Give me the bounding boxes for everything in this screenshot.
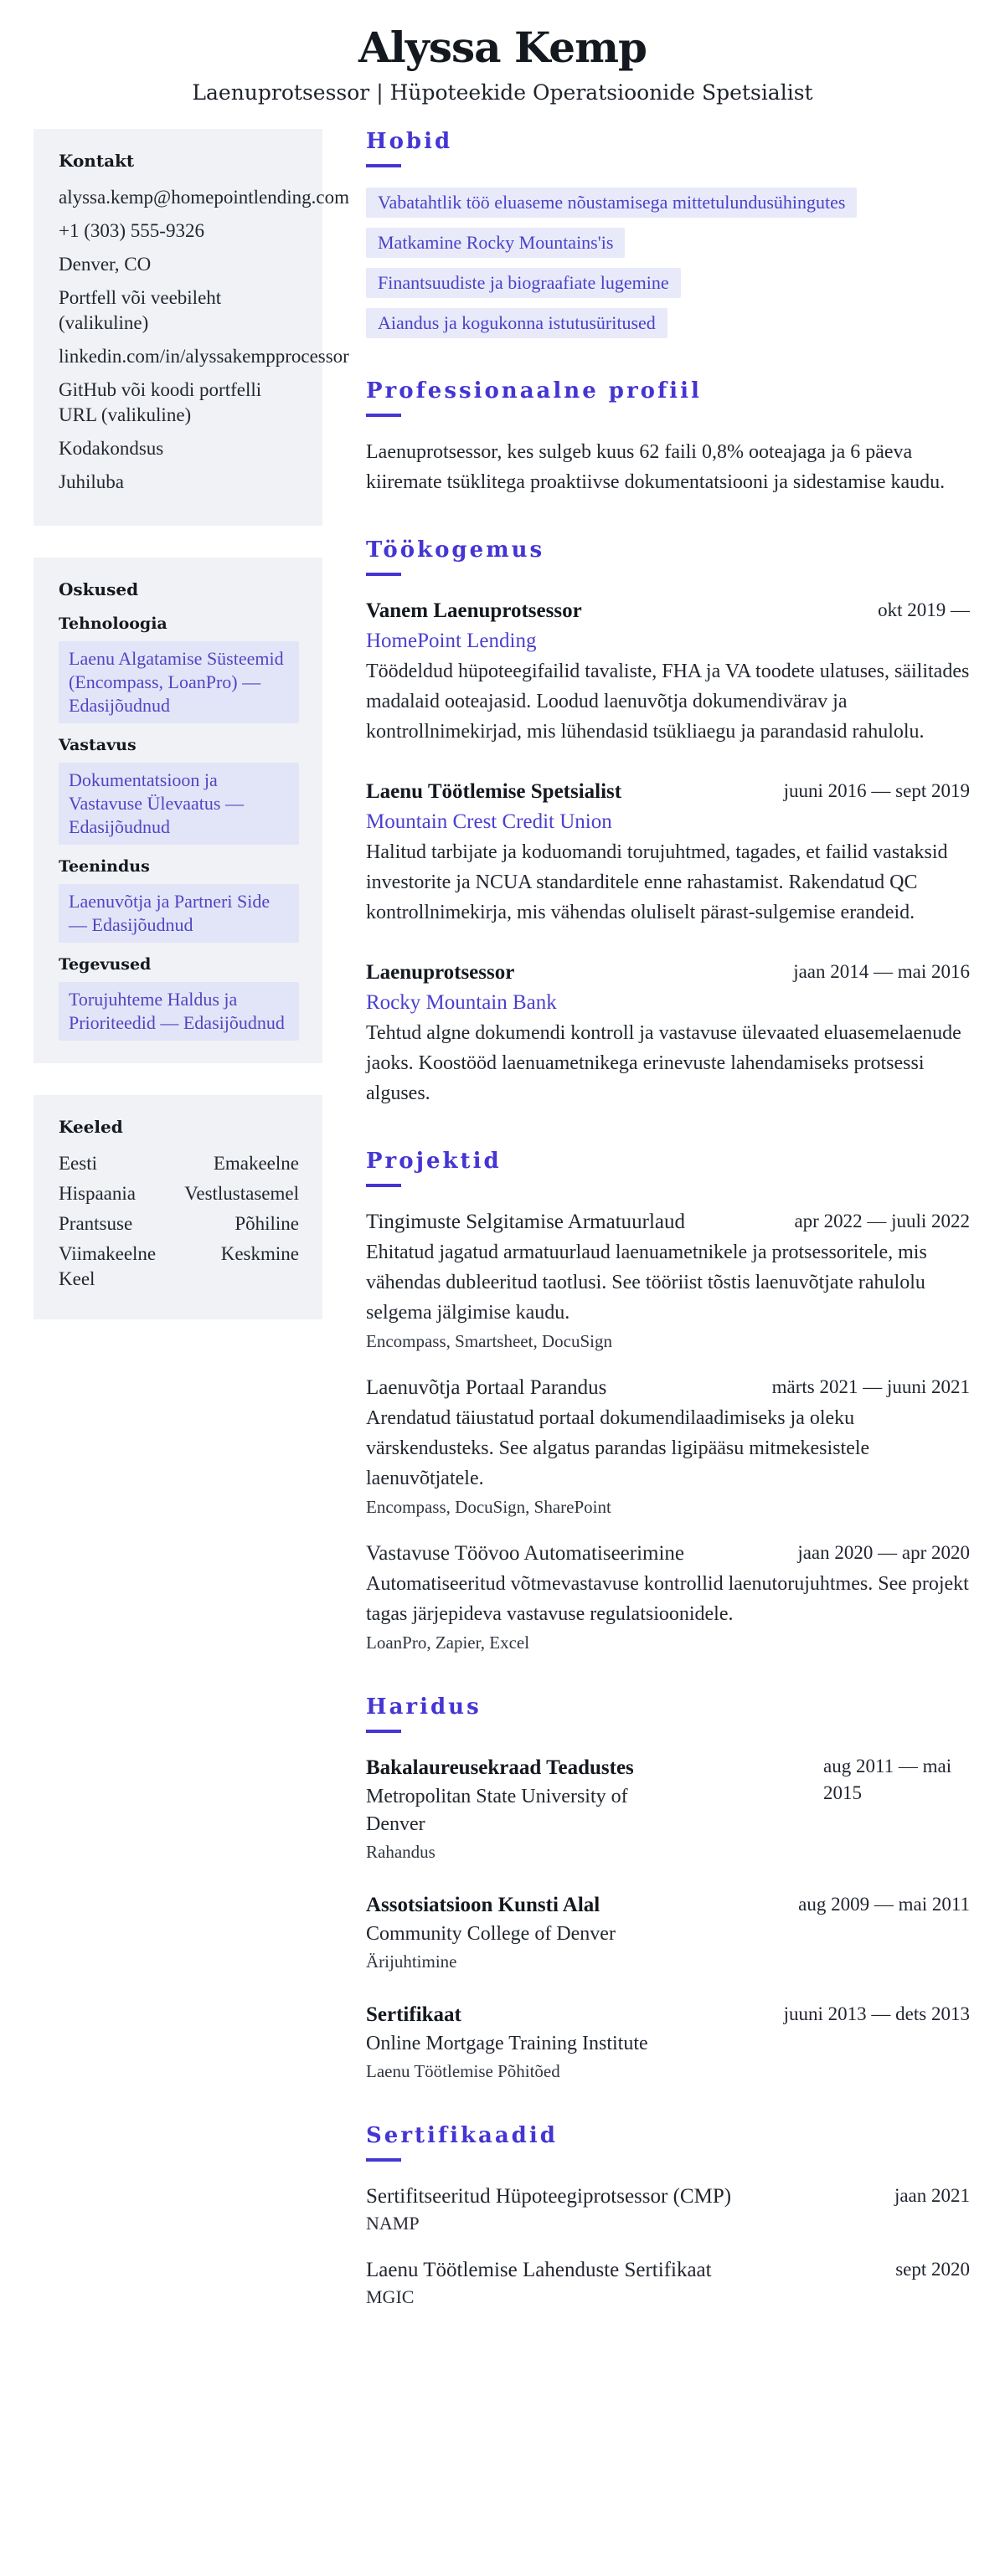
section-rule bbox=[366, 164, 401, 167]
job-entry bbox=[366, 596, 970, 747]
language-name: Prantsuse bbox=[59, 1213, 133, 1234]
project-entry bbox=[366, 1373, 970, 1519]
job-role: Vanem Laenuprotsessor bbox=[366, 599, 582, 622]
profile-title: Professionaalne profiil bbox=[366, 378, 702, 404]
job-company[interactable]: Rocky Mountain Bank bbox=[366, 991, 557, 1014]
profile-section bbox=[366, 378, 970, 497]
contact-title: Kontakt bbox=[59, 151, 135, 171]
section-rule bbox=[366, 414, 401, 417]
certification-header-row bbox=[366, 2255, 970, 2285]
experience-section bbox=[366, 537, 970, 1108]
language-level: Emakeelne bbox=[213, 1153, 299, 1174]
job-dates: juuni 2016 — sept 2019 bbox=[783, 780, 970, 801]
skill-category: Tegevused bbox=[59, 955, 152, 974]
contact-linkedin[interactable]: linkedin.com/in/alyssakempprocessor bbox=[59, 346, 349, 367]
education-field: Rahandus bbox=[366, 1842, 436, 1862]
project-name: Tingimuste Selgitamise Armatuurlaud bbox=[366, 1211, 686, 1233]
education-section bbox=[366, 1694, 970, 2083]
certification-name: Laenu Töötlemise Lahenduste Sertifikaat bbox=[366, 2259, 712, 2281]
education-entry bbox=[366, 2000, 970, 2083]
contact-location: Denver, CO bbox=[59, 254, 152, 275]
project-entry bbox=[366, 1539, 970, 1654]
person-headline: Laenuprotsessor | Hüpoteekide Operatsioonide Spetsialist bbox=[192, 80, 813, 105]
education-header-row bbox=[366, 1890, 970, 1973]
contact-phone: +1 (303) 555-9326 bbox=[59, 220, 204, 241]
job-header-row bbox=[366, 958, 970, 988]
projects-section bbox=[366, 1149, 970, 1654]
hobbies-section bbox=[366, 129, 970, 338]
project-dates: märts 2021 — juuni 2021 bbox=[771, 1376, 970, 1397]
education-header-row bbox=[366, 2000, 970, 2083]
languages-title: Keeled bbox=[59, 1117, 123, 1137]
hobby-tag-row bbox=[366, 268, 970, 298]
contact-email[interactable]: alyssa.kemp@homepointlending.com bbox=[59, 187, 349, 208]
job-entry bbox=[366, 777, 970, 928]
hobby-tag: Vabatahtlik töö eluaseme nõustamisega mittetulundusühingutes bbox=[366, 188, 857, 218]
language-row bbox=[59, 1151, 299, 1176]
sidebar bbox=[34, 129, 349, 1351]
education-school: Online Mortgage Training Institute bbox=[366, 2033, 648, 2054]
profile-text: Laenuprotsessor, kes sulgeb kuus 62 faili 0,8% ooteajaga ja 6 päeva kiiremate tsüklitega proaktiivse dokumentatsiooni ja sidestamise kaudu. bbox=[366, 441, 946, 493]
projects-title: Projektid bbox=[366, 1149, 502, 1174]
certification-entry bbox=[366, 2255, 970, 2309]
certification-header-row bbox=[366, 2182, 970, 2212]
job-description: Töödeldud hüpoteegifailid tavaliste, FHA ja VA toodete ulatuses, säilitades madalaid ooteajasid. Loodud laenuvõtja dokumendivärav ja kontrollnimekirjad, mis lühendasid tsükliaegu ja parandasid rahulolu. bbox=[366, 661, 970, 743]
education-degree: Bakalaureusekraad Teadustes bbox=[366, 1756, 634, 1779]
section-rule bbox=[366, 2158, 401, 2162]
contact-portfolio: Portfell või veebileht (valikuline) bbox=[59, 287, 222, 333]
job-description: Halitud tarbijate ja koduomandi torujuhtmed, tagades, et failid vastaksid investorite ja NCUA standarditele enne rahastamist. Rakendatud QC kontrollnimekirja, mis vähendas oluliselt pärast-sulgemise erandeid. bbox=[366, 841, 948, 923]
contact-github: GitHub või koodi portfelli URL (valikuline) bbox=[59, 379, 262, 425]
project-tools: LoanPro, Zapier, Excel bbox=[366, 1632, 530, 1653]
education-field: Ärijuhtimine bbox=[366, 1951, 457, 1972]
language-row bbox=[59, 1242, 299, 1292]
skill-tag: Laenuvõtja ja Partneri Side — Edasijõudnud bbox=[59, 884, 299, 943]
project-description: Ehitatud jagatud armatuurlaud laenuametnikele ja protsessoritele, mis vähendas dubleeritud taotlusi. See tööriist tõstis laenuvõtjate rahulolu selgema jälgimise kaudu. bbox=[366, 1242, 927, 1324]
skills-title: Oskused bbox=[59, 579, 139, 599]
education-details bbox=[366, 1890, 616, 1973]
project-name: Vastavuse Töövoo Automatiseerimine bbox=[366, 1542, 685, 1565]
job-company[interactable]: Mountain Crest Credit Union bbox=[366, 810, 612, 833]
education-degree: Sertifikaat bbox=[366, 2003, 461, 2026]
education-details bbox=[366, 1753, 676, 1864]
education-field: Laenu Töötlemise Põhitõed bbox=[366, 2061, 560, 2081]
person-name: Alyssa Kemp bbox=[358, 23, 647, 72]
education-entry bbox=[366, 1890, 970, 1973]
language-level: Keskmine bbox=[220, 1243, 299, 1264]
hobby-tag-row bbox=[366, 228, 970, 258]
skill-tag: Dokumentatsioon ja Vastavuse Ülevaatus — Edasijõudnud bbox=[59, 763, 299, 845]
language-level: Põhiline bbox=[234, 1213, 299, 1234]
hobby-tag: Aiandus ja kogukonna istutusüritused bbox=[366, 308, 667, 338]
skill-category: Vastavus bbox=[59, 736, 137, 754]
language-name: Hispaania bbox=[59, 1183, 136, 1204]
certification-date: sept 2020 bbox=[895, 2259, 970, 2280]
hobby-tag: Finantsuudiste ja biograafiate lugemine bbox=[366, 268, 681, 298]
job-role: Laenu Töötlemise Spetsialist bbox=[366, 780, 622, 803]
language-name: Viimakeelne Keel bbox=[59, 1243, 157, 1289]
education-title: Haridus bbox=[366, 1694, 482, 1720]
skill-tag: Torujuhteme Haldus ja Prioriteedid — Edasijõudnud bbox=[59, 982, 299, 1041]
project-header-row bbox=[366, 1373, 970, 1403]
job-role: Laenuprotsessor bbox=[366, 961, 515, 984]
section-rule bbox=[366, 573, 401, 576]
skill-tag: Laenu Algatamise Süsteemid (Encompass, LoanPro) — Edasijõudnud bbox=[59, 641, 299, 723]
project-dates: apr 2022 — juuli 2022 bbox=[794, 1211, 970, 1231]
project-description: Arendatud täiustatud portaal dokumendilaadimiseks ja oleku värskendusteks. See algatus parandas ligipääsu mitmekesistele laenuvõtjatele. bbox=[366, 1407, 870, 1489]
project-entry bbox=[366, 1207, 970, 1353]
education-dates: juuni 2013 — dets 2013 bbox=[783, 2003, 970, 2024]
certification-issuer: MGIC bbox=[366, 2286, 415, 2307]
education-header-row bbox=[366, 1753, 970, 1864]
hobby-tag-row bbox=[366, 188, 970, 218]
job-header-row bbox=[366, 596, 970, 626]
project-tools: Encompass, DocuSign, SharePoint bbox=[366, 1497, 611, 1517]
hobbies-title: Hobid bbox=[366, 129, 453, 154]
section-rule bbox=[366, 1730, 401, 1733]
education-degree: Assotsiatsioon Kunsti Alal bbox=[366, 1894, 600, 1916]
education-details bbox=[366, 2000, 648, 2083]
job-dates: okt 2019 — bbox=[878, 599, 970, 620]
job-entry bbox=[366, 958, 970, 1108]
certification-name: Sertifitseeritud Hüpoteegiprotsessor (CMP) bbox=[366, 2185, 732, 2208]
job-dates: jaan 2014 — mai 2016 bbox=[793, 961, 970, 982]
project-header-row bbox=[366, 1207, 970, 1237]
job-description: Tehtud algne dokumendi kontroll ja vastavuse ülevaated eluasemelaenude jaoks. Koostööd laenuametnikega erinevuste lahendamiseks protsessi alguses. bbox=[366, 1022, 961, 1104]
project-description: Automatiseeritud võtmevastavuse kontrollid laenutorujuhtmes. See projekt tagas järjepideva vastavuse regulatsioonidele. bbox=[366, 1573, 969, 1625]
education-school: Community College of Denver bbox=[366, 1923, 616, 1945]
education-dates: aug 2011 — mai 2015 bbox=[823, 1756, 952, 1803]
language-row bbox=[59, 1181, 299, 1206]
certifications-section bbox=[366, 2123, 970, 2309]
education-entry bbox=[366, 1753, 970, 1864]
experience-title: Töökogemus bbox=[366, 537, 545, 563]
language-row bbox=[59, 1211, 299, 1237]
main-column bbox=[366, 129, 970, 2329]
hobby-tag: Matkamine Rocky Mountains'is bbox=[366, 228, 625, 258]
languages-section bbox=[34, 1095, 322, 1319]
skill-category: Tehnoloogia bbox=[59, 614, 168, 633]
language-name: Eesti bbox=[59, 1153, 97, 1174]
education-school: Metropolitan State University of Denver bbox=[366, 1786, 628, 1835]
job-header-row bbox=[366, 777, 970, 807]
skill-category: Teenindus bbox=[59, 857, 150, 876]
section-rule bbox=[366, 1184, 401, 1187]
contact-license: Juhiluba bbox=[59, 471, 124, 492]
language-level: Vestlustasemel bbox=[184, 1183, 299, 1204]
contact-section bbox=[34, 129, 349, 526]
certifications-title: Sertifikaadid bbox=[366, 2123, 558, 2148]
certification-issuer: NAMP bbox=[366, 2213, 420, 2234]
project-header-row bbox=[366, 1539, 970, 1569]
skills-section bbox=[34, 558, 322, 1063]
job-company[interactable]: HomePoint Lending bbox=[366, 630, 537, 652]
project-name: Laenuvõtja Portaal Parandus bbox=[366, 1376, 607, 1399]
certification-date: jaan 2021 bbox=[894, 2185, 970, 2206]
certification-entry bbox=[366, 2182, 970, 2235]
content-columns bbox=[0, 129, 1005, 2329]
education-dates: aug 2009 — mai 2011 bbox=[798, 1894, 970, 1915]
project-tools: Encompass, Smartsheet, DocuSign bbox=[366, 1331, 612, 1351]
hobby-tag-row bbox=[366, 308, 970, 338]
resume-header bbox=[0, 0, 1005, 107]
contact-citizenship: Kodakondsus bbox=[59, 438, 164, 459]
project-dates: jaan 2020 — apr 2020 bbox=[797, 1542, 970, 1563]
